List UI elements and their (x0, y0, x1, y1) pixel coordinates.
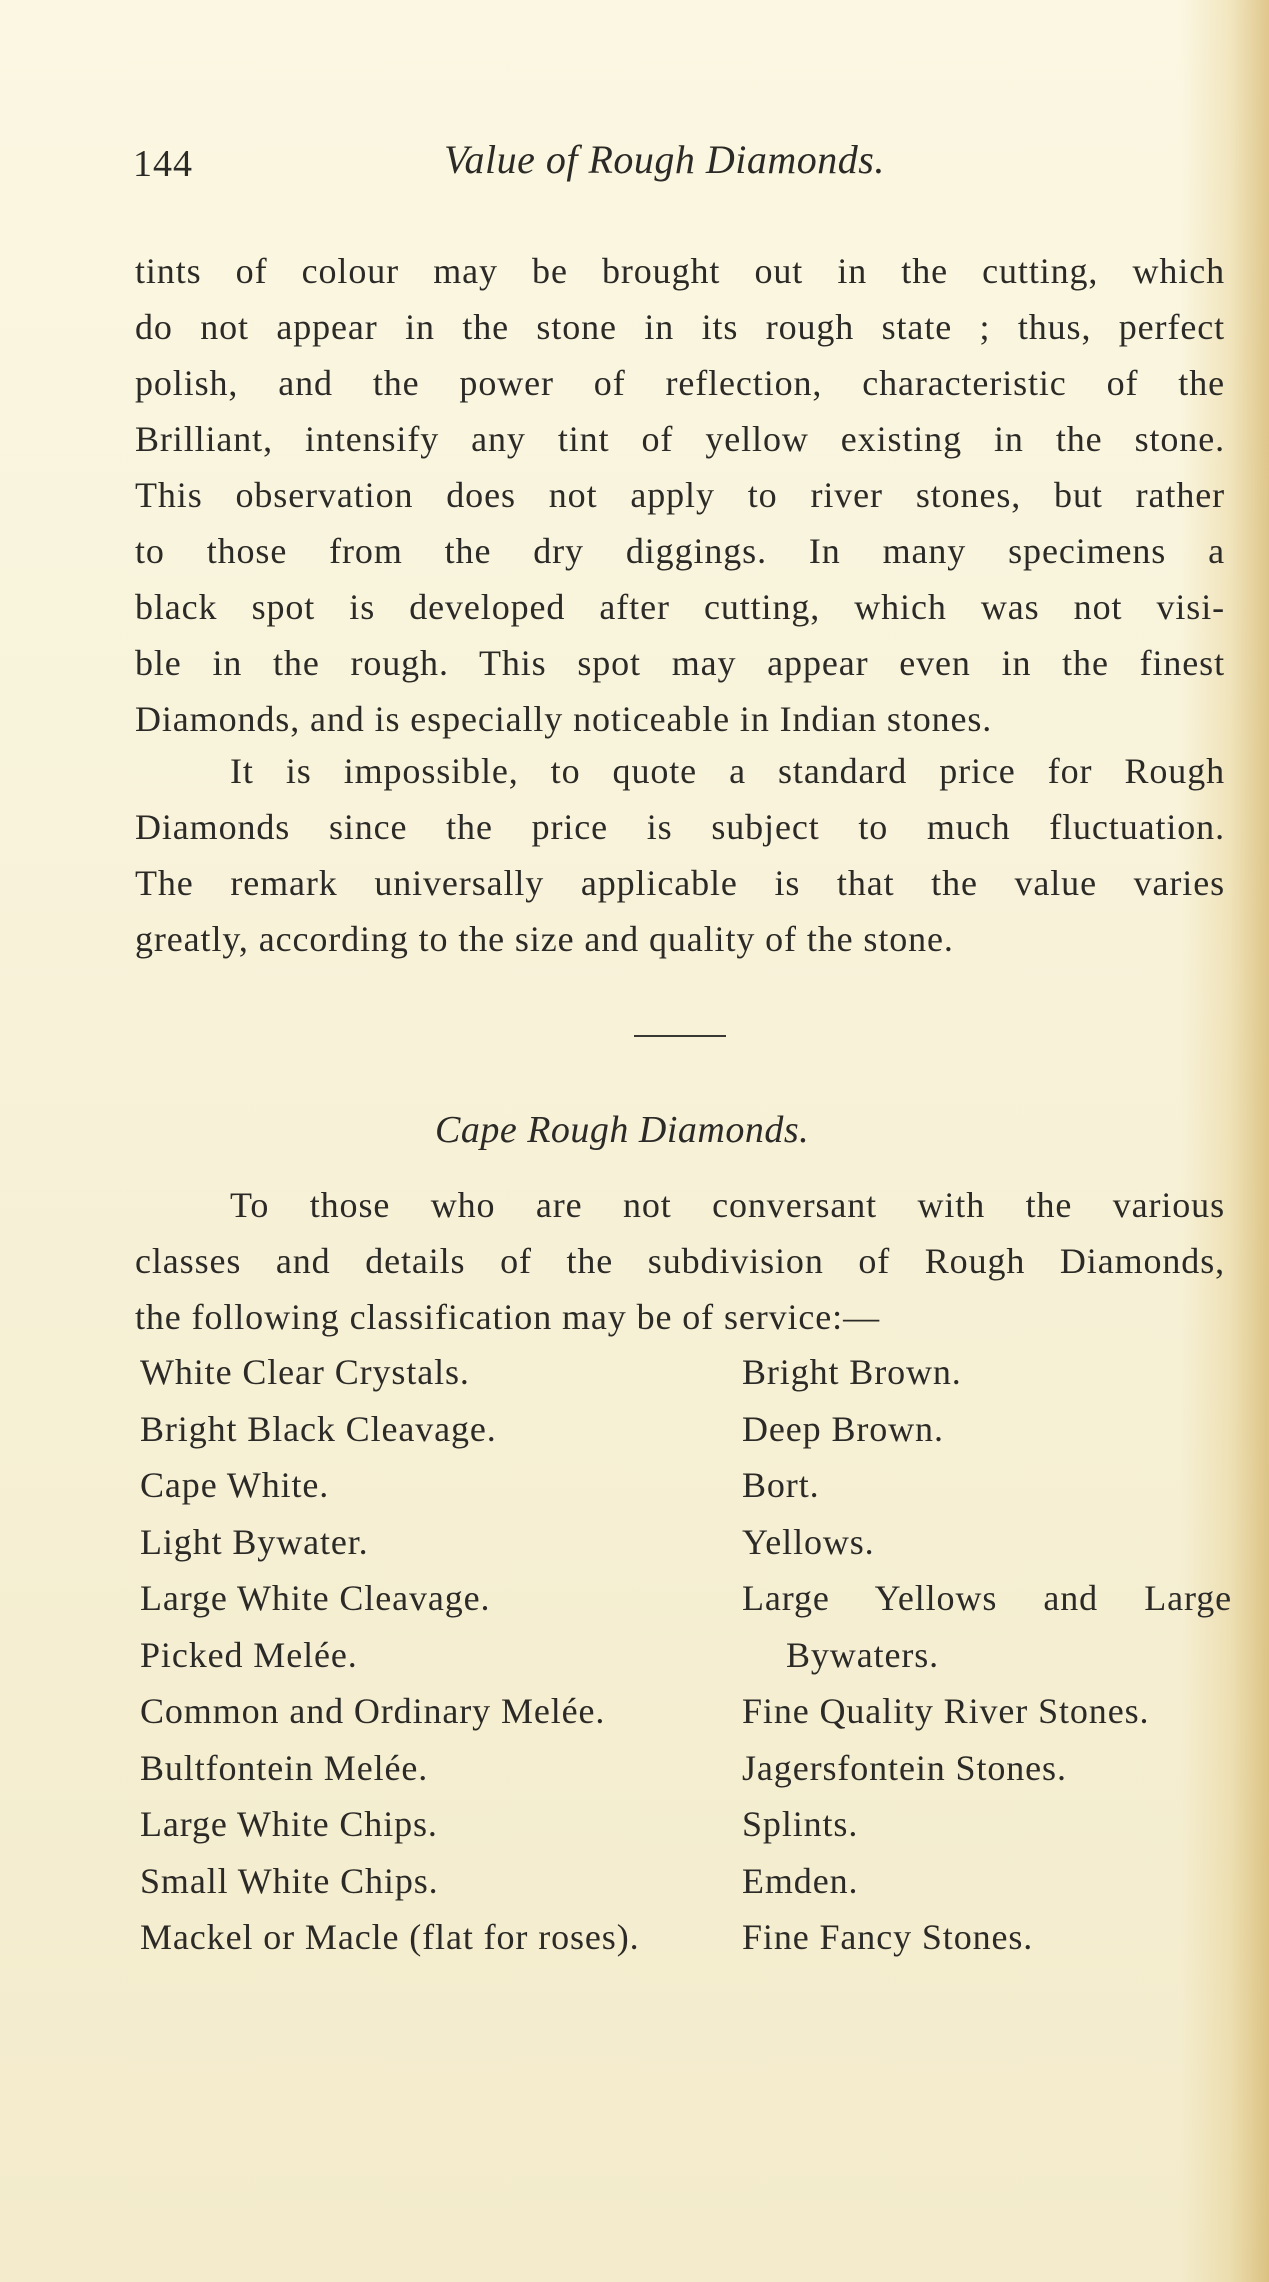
section-title: Cape Rough Diamonds. (435, 1109, 810, 1151)
section-divider (634, 1035, 726, 1037)
list-item: Mackel or Macle (flat for roses). (140, 1917, 640, 1957)
classification-left-column (140, 1344, 660, 1966)
list-item: Bort. (742, 1465, 820, 1505)
list-item: Light Bywater. (140, 1521, 369, 1562)
list-item: Large Yellows and Large Bywaters. (742, 1578, 1232, 1675)
list-item: Jagersfontein Stones. (742, 1747, 1067, 1788)
paragraph-1 (135, 243, 1225, 747)
running-head: Value of Rough Diamonds. (444, 137, 885, 182)
classification-right-column (742, 1344, 1232, 1966)
list-item: Picked Melée. (140, 1634, 358, 1675)
text-line: Diamonds since the price is subject to much fluctuation. (135, 807, 1225, 847)
text-line: do not appear in the stone in its rough state ; thus, perfect (135, 307, 1225, 347)
list-item: Emden. (742, 1860, 859, 1901)
section-intro (135, 1177, 1225, 1345)
text-line: classes and details of the subdivision of Rough Diamonds, (135, 1241, 1225, 1281)
list-item: Deep Brown. (742, 1408, 944, 1449)
text-line: To those who are not conversant with the various (230, 1185, 1225, 1225)
text-line: the following classification may be of service:— (135, 1297, 880, 1337)
text-line: This observation does not apply to river stones, but rather (135, 475, 1225, 515)
text-line: Brilliant, intensify any tint of yellow existing in the stone. (135, 419, 1225, 459)
text-line: Diamonds, and is especially noticeable in Indian stones. (135, 699, 993, 739)
paragraph-2 (135, 743, 1225, 967)
text-line: tints of colour may be brought out in the cutting, which (135, 251, 1225, 291)
list-item: Cape White. (140, 1465, 330, 1505)
list-item: Common and Ordinary Melée. (140, 1691, 606, 1731)
text-line: black spot is developed after cutting, which was not visi- (135, 587, 1225, 627)
text-line: polish, and the power of reflection, characteristic of the (135, 363, 1225, 403)
text-line: The remark universally applicable is that the value varies (135, 863, 1225, 903)
text-line: It is impossible, to quote a standard price for Rough (230, 751, 1225, 791)
list-item: Large White Chips. (140, 1804, 438, 1844)
list-item: Large White Cleavage. (140, 1578, 491, 1618)
list-item: Fine Fancy Stones. (742, 1917, 1034, 1957)
list-item: White Clear Crystals. (140, 1352, 470, 1392)
list-item: Fine Quality River Stones. (742, 1691, 1150, 1731)
list-item: Yellows. (742, 1521, 875, 1562)
page-number: 144 (133, 143, 193, 185)
list-item: Bright Black Cleavage. (140, 1408, 497, 1449)
text-line: to those from the dry diggings. In many specimens a (135, 531, 1225, 571)
list-item: Splints. (742, 1804, 859, 1844)
text-line: ble in the rough. This spot may appear even in the finest (135, 643, 1225, 683)
list-item: Bultfontein Melée. (140, 1747, 429, 1788)
list-item: Bright Brown. (742, 1352, 962, 1392)
list-item: Small White Chips. (140, 1860, 439, 1901)
text-line: greatly, according to the size and quality of the stone. (135, 919, 954, 959)
